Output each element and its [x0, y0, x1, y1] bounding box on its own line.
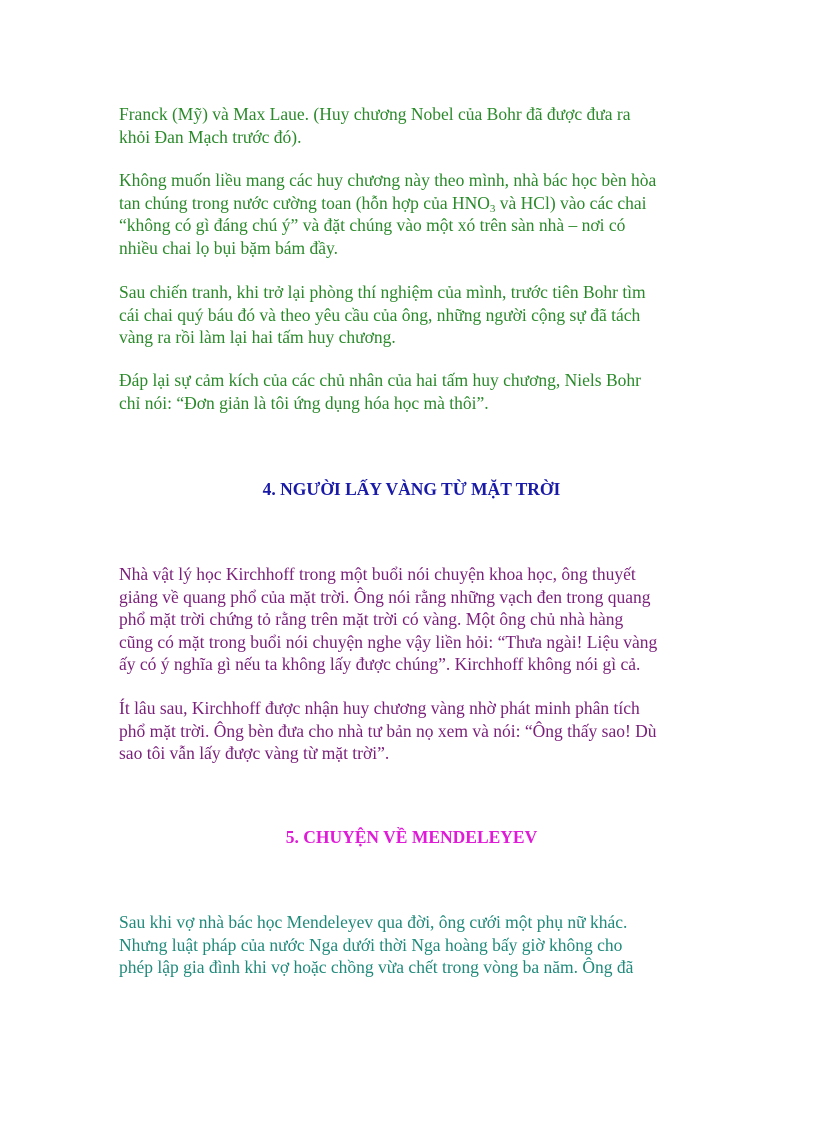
section-heading-5: 5. CHUYỆN VỀ MENDELEYEV [285, 827, 538, 847]
text-line-with-formula [119, 192, 704, 215]
text-line: Franck (Mỹ) và Max Laue. (Huy chương Nobel của Bohr đã được đưa ra [119, 104, 631, 124]
text-line: Sau chiến tranh, khi trở lại phòng thí nghiệm của mình, trước tiên Bohr tìm [119, 282, 646, 302]
formula-subscript: 3 [489, 202, 496, 215]
paragraph-mendeleyev [119, 911, 704, 979]
text-segment: tan chúng trong nước cường toan (hỗn hợp của HNO [119, 192, 490, 213]
text-line: Sau khi vợ nhà bác học Mendeleyev qua đời, ông cưới một phụ nữ khác. [119, 912, 628, 932]
text-line: Nhưng luật pháp của nước Nga dưới thời Nga hoàng bấy giờ không cho [119, 934, 623, 955]
paragraph-bohr-nobel [119, 103, 704, 148]
text-line: phổ mặt trời chứng tỏ rằng trên mặt trời có vàng. Một ông chủ nhà hàng [119, 609, 624, 629]
paragraph-bohr-after-war [119, 281, 704, 349]
text-line: phép lập gia đình khi vợ hoặc chồng vừa chết trong vòng ba năm. Ông đã [119, 957, 634, 977]
text-line: ấy có ý nghĩa gì nếu ta không lấy được chúng”. Kirchhoff không nói gì cả. [119, 654, 641, 674]
text-line: Nhà vật lý học Kirchhoff trong một buổi nói chuyện khoa học, ông thuyết [119, 564, 636, 584]
text-segment: và HCl) vào các chai [495, 192, 647, 213]
paragraph-kirchhoff-medal [119, 697, 704, 765]
text-line: Đáp lại sự cảm kích của các chủ nhân của hai tấm huy chương, Niels Bohr [119, 370, 641, 390]
text-line: sao tôi vẫn lấy được vàng từ mặt trời”. [119, 743, 390, 763]
text-line: cái chai quý báu đó và theo yêu cầu của ông, những người cộng sự đã tách [119, 304, 641, 325]
text-line: cũng có mặt trong buổi nói chuyện nghe vậy liền hỏi: “Thưa ngài! Liệu vàng [119, 631, 658, 652]
text-line: Không muốn liều mang các huy chương này theo mình, nhà bác học bèn hòa [119, 170, 657, 190]
text-line: giảng về quang phổ của mặt trời. Ông nói rằng những vạch đen trong quang [119, 586, 651, 607]
text-line: khỏi Đan Mạch trước đó). [119, 126, 302, 147]
text-line: Ít lâu sau, Kirchhoff được nhận huy chương vàng nhờ phát minh phân tích [119, 698, 640, 718]
paragraph-bohr-quote [119, 369, 704, 414]
text-line: chỉ nói: “Đơn giản là tôi ứng dụng hóa học mà thôi”. [119, 392, 489, 413]
text-line: nhiều chai lọ bụi bặm bám đầy. [119, 237, 339, 258]
text-line: phổ mặt trời. Ông bèn đưa cho nhà tư bản nọ xem và nói: “Ông thấy sao! Dù [119, 720, 657, 741]
text-line: vàng ra rồi làm lại hai tấm huy chương. [119, 327, 396, 347]
text-line: “không có gì đáng chú ý” và đặt chúng vào một xó trên sàn nhà – nơi có [119, 215, 626, 235]
paragraph-bohr-dissolve [119, 169, 704, 259]
paragraph-kirchhoff-lecture [119, 563, 704, 676]
section-heading-4: 4. NGƯỜI LẤY VÀNG TỪ MẶT TRỜI [262, 479, 561, 499]
